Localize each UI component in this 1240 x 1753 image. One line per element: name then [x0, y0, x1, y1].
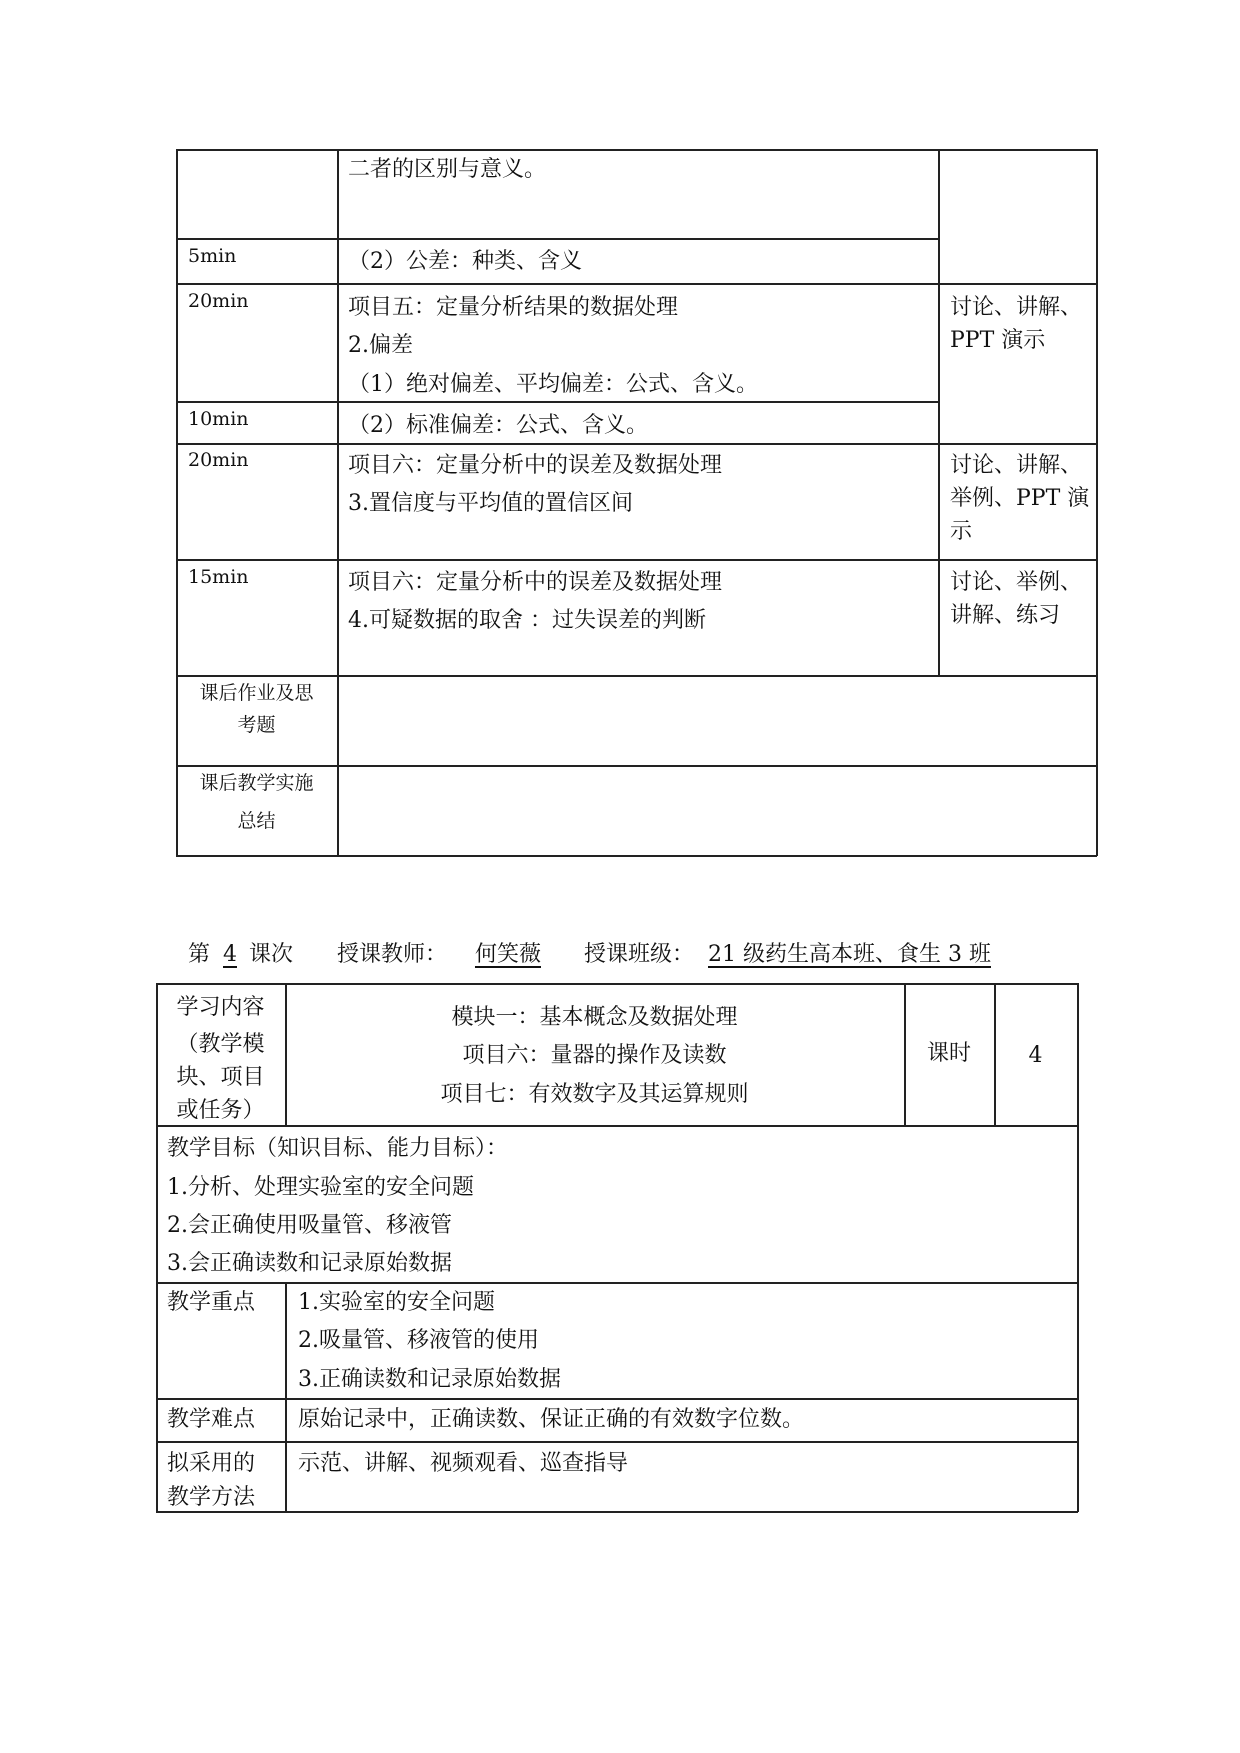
objectives-line: 3.会正确读数和记录原始数据	[167, 1251, 452, 1276]
teacher-name: 何笑薇	[474, 942, 541, 967]
difficulty-text: 原始记录中，正确读数、保证正确的有效数字位数。	[298, 1407, 805, 1432]
col-divider	[285, 1282, 287, 1512]
content-line: 项目五：定量分析结果的数据处理	[348, 295, 679, 320]
content-line: 项目六：定量分析中的误差及数据处理	[348, 570, 723, 595]
col-divider	[337, 149, 339, 856]
time-cell: 10min	[188, 408, 249, 430]
row-divider	[176, 401, 938, 403]
method-line: 举例、PPT 演	[950, 486, 1090, 511]
homework-label: 考题	[237, 714, 276, 736]
objectives-line: 2.会正确使用吸量管、移液管	[167, 1213, 452, 1238]
method-label: 教学方法	[167, 1485, 256, 1510]
row-divider	[156, 1441, 1078, 1443]
objectives-line: 1.分析、处理实验室的安全问题	[167, 1175, 474, 1200]
table-border-top	[156, 983, 1078, 985]
row-divider	[156, 1125, 1078, 1127]
content-label: 或任务）	[176, 1098, 265, 1123]
content-line: 4.可疑数据的取舍 ：过失误差的判断	[348, 608, 706, 633]
lesson-number: 4	[223, 942, 237, 967]
key-points-label: 教学重点	[167, 1290, 256, 1315]
content-line: （2）标准偏差：公式、含义。	[348, 413, 648, 438]
row-divider	[176, 443, 1097, 445]
content-line: 3.置信度与平均值的置信区间	[348, 491, 633, 516]
method-line: 讨论、讲解、	[950, 295, 1083, 320]
method-line: PPT 演示	[950, 328, 1046, 353]
method-line: 示	[950, 519, 973, 544]
table-border-left	[156, 983, 158, 1512]
module-line: 项目六：量器的操作及读数	[462, 1043, 727, 1068]
method-line: 讲解、练习	[950, 603, 1061, 628]
key-point-line: 2.吸量管、移液管的使用	[298, 1328, 539, 1353]
content-label: （教学模	[176, 1032, 265, 1057]
hours-label: 课时	[926, 1041, 971, 1066]
method-text: 示范、讲解、视频观看、巡查指导	[298, 1451, 629, 1476]
time-cell: 20min	[188, 290, 249, 312]
key-point-line: 1.实验室的安全问题	[298, 1290, 495, 1315]
row-divider	[176, 238, 337, 240]
content-label: 块、项目	[176, 1065, 265, 1090]
table-border-bottom	[176, 855, 1097, 857]
content-line: （1）绝对偏差、平均偏差：公式、含义。	[348, 372, 758, 397]
class-name: 21 级药生高本班、食生 3 班	[708, 942, 991, 967]
summary-label: 课后教学实施	[199, 772, 314, 794]
method-label: 拟采用的	[167, 1451, 256, 1476]
lesson-prefix: 第	[188, 942, 211, 967]
col-divider	[938, 149, 940, 675]
content-line: 二者的区别与意义。	[348, 157, 547, 182]
module-line: 模块一：基本概念及数据处理	[451, 1005, 738, 1030]
time-cell: 5min	[188, 245, 237, 267]
table-border-right	[1077, 983, 1079, 1512]
row-divider	[176, 283, 1097, 285]
time-cell: 20min	[188, 449, 249, 471]
difficulty-label: 教学难点	[167, 1407, 256, 1432]
content-label: 学习内容	[176, 995, 265, 1020]
content-line: 项目六：定量分析中的误差及数据处理	[348, 453, 723, 478]
method-line: 讨论、讲解、	[950, 453, 1083, 478]
method-line: 讨论、举例、	[950, 570, 1083, 595]
module-line: 项目七：有效数字及其运算规则	[440, 1082, 749, 1107]
table-border-right	[1096, 149, 1098, 856]
objectives-line: 教学目标（知识目标、能力目标）：	[167, 1136, 509, 1161]
content-line: （2）公差：种类、含义	[348, 249, 582, 274]
class-label: 授课班级：	[584, 942, 695, 967]
table-border-left	[176, 149, 178, 856]
lesson-suffix: 课次	[249, 942, 294, 967]
row-divider	[176, 559, 1097, 561]
table-border-bottom	[156, 1511, 1078, 1513]
teacher-label: 授课教师：	[337, 942, 448, 967]
summary-label: 总结	[237, 810, 276, 832]
content-line: 2.偏差	[348, 333, 413, 358]
hours-value: 4	[1028, 1043, 1043, 1068]
row-divider	[156, 1398, 1078, 1400]
row-divider	[156, 1282, 1078, 1284]
homework-label: 课后作业及思	[199, 682, 314, 704]
row-divider	[176, 765, 1097, 767]
row-divider	[176, 675, 1097, 677]
time-cell: 15min	[188, 566, 249, 588]
row-divider	[337, 238, 938, 240]
table-border-top	[176, 149, 1097, 151]
key-point-line: 3.正确读数和记录原始数据	[298, 1367, 561, 1392]
